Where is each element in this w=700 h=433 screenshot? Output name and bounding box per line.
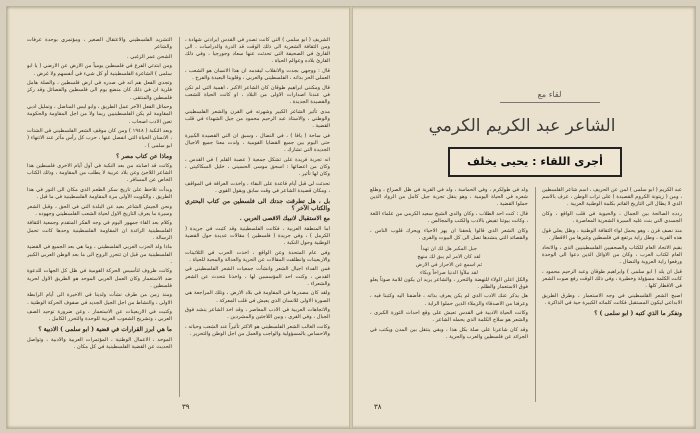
paragraph: مدى تأثير الشاعر الكبير وشهرته في القرن والشعر الفلسطيني والوطني ، والاستاذ عبد الرحيم محمود من جيل الشهداء في قلب القضية . bbox=[185, 108, 330, 130]
left-page-column-2 bbox=[185, 37, 330, 397]
paragraph: وكانت ظروف لتأسيس الحركة القومية في ظل كل الجهات للدعوة ضد الاستعمار وكان العمل العربي الموحد هو الطريق الاول لحرية فلسطين . bbox=[27, 268, 172, 289]
paragraph: في ساحة ( يافا ) ، في النضال ، وسبق ان التي القصيدة الكبيرة حتى اليوم بين جميع القضايا القومية ، ولدت معنا جميع الاجيال الجديدة التي تشارك . bbox=[185, 132, 330, 154]
paragraph: قال : ووجهي بجدت والانقلاب ليقدمه ان هذا الانسان هو الشعب ، العملي الحر بذاته ، الفلسطيني والعربي ، وقلوبنا البعيدة والفرح . bbox=[185, 68, 330, 82]
section-heading: ما هي ابرز القرارات في قضية ( ابو سلمى ) الادبية ؟ bbox=[38, 326, 172, 334]
page-number: ٣٩ bbox=[182, 403, 190, 411]
page-number: ٣٨ bbox=[374, 403, 382, 411]
section-heading: بل ، هل تطرقت جدتك الى فلسطين من كتاب البحتري والكتاب الآخر ؟ bbox=[185, 198, 330, 213]
paragraph: قال : كنت احد الطلاب ، وكان والدي الشيخ سعيد الكرمي من علماء اللغة ، وكانت بيوتنا تفيض بالادب والكتب والمجالس . bbox=[370, 210, 528, 225]
paragraph: تحدثت لي قبل أيام قاعدة على البقاء ، واخذت العراقة في المواقف ، ومكان قصيدة الشاعر في وقت سابق ويقول القوي . bbox=[185, 180, 330, 194]
right-page-column-2 bbox=[370, 187, 528, 402]
paragraph: بقيم الاتحاد العام للكتاب والصحفيين الفلسطينيين الذي ، والاتحاد العام لكتاب العرب ، وكان من الاوائل الذين دعوا الى الوحدة ورفعوا راية العروبة والنضال . bbox=[542, 244, 682, 265]
poem-line: لقد كان الامر لم يبق لك منهج bbox=[417, 253, 481, 260]
paragraph: فمن الفداء اجيال الشعر وانشأت جمعيات الشعر الفلسطيني في القدس ، وكنت احد المؤسسين لها ، واخذنا نتحدث عن الشعر والشعراء . bbox=[185, 266, 330, 287]
paragraph: والاتجاهات العربية في الادب المعاصر ، وقد اخذ الشاعر ينشد فوق الجبال ، وفي القرى ، وبين اللاجئين والمشردين . bbox=[185, 307, 330, 321]
paragraph: وتجدي الفعل هم انه في صدره في ارض فلسطين ، والصلة هامل فلرية ان في ذلك كان منضع يوم الى فلسطين والفصائل وقد ركز فلسطين والمنتقى . bbox=[27, 80, 172, 101]
poem-line: جبل المكبر هل لك ان تهدأ bbox=[420, 245, 478, 252]
paragraph: ومن ابتدئي الفرع في فلسطين يومياً من الارض عن الارضي ( يا ابو سلمى ) الشاعرة الفلسطينية أو كل شيء في أنفسهم ولا غرض . bbox=[27, 63, 172, 77]
paragraph: وكانت الغالب الشعر الفلسطيني هو الاكثر تأثيراً عند الشعب وحياته ، والاحساس بالمسؤولية والواجب والعمل من اجل الوطن والتحرير . bbox=[185, 323, 330, 338]
section-heading: وماذا عن كتاب مصر ؟ bbox=[116, 152, 172, 160]
article-title: الشاعر عبد الكريم الكرمي bbox=[428, 116, 616, 136]
paragraph: اصبح الشعر القلسطيني في وجه الاستعمار ، وطرق الطريق الابداعي ليكون المستقبل فكانت كلماته الكبيرة حية في الذاكرة . bbox=[542, 292, 682, 306]
right-page-column-1 bbox=[542, 187, 682, 402]
left-page-column-1 bbox=[27, 37, 172, 397]
paragraph: قبل ان يلد ( ابو سلمى ) وابراهيم طوقان وعبد الرحيم محمود ، كانت الكلمة مسؤولة وخطيرة ، وفي ذلك الوقت رفع صوت الشعر في الاقطار كلها . bbox=[542, 268, 682, 289]
poem-line: ثم اسمع عن الاحرار في الارض bbox=[415, 261, 483, 268]
paragraph: وكان الشعر الذي قالوا يلحقنا ان يهز الاحياء ويحرك قلوب الناس ، والقصائد التي ينشدها تصل الى كل البيوت والقرى . bbox=[370, 227, 528, 241]
paragraph: اما المنطقة العربية ، فكانت الفلسطينية وقد كتبت في جريدة ( الكرمل ) ، وفي جريدة ( فلسطين ) مقالات عديدة حول القضية الوطنية وحول النكبة . bbox=[185, 225, 330, 246]
right-page bbox=[352, 7, 695, 428]
paragraph: وقد كان شاعرنا على صلة بكل هذا ، وبقي ينتقل بين المدن ويكتب في الجرائد عن فلسطين والعرب والحرية . bbox=[370, 327, 528, 341]
paragraph: قال ومكنني ابراهيم طوقان كان الشاعر الاكبر ، اهمية التي لم تكن في عندنا اصدارات الاولى من البلاد ، او كانت الحياة للشعب والقصيدة الجديدة . bbox=[185, 84, 330, 106]
paragraph: الموحد ، الاعمال الوطنية ، المؤتمرات العربية والادبية ، وتواصل الحديث عن القضية الفلسطينية في كل مكان . bbox=[27, 336, 172, 350]
paragraph: وبعد النكبة ( ١٩٤٨ ) ومن كان موقف الشعر الفلسطيني في الشتات ، الانسان الحياة التي انفصل عنها ، حرب كل رأس مآثر عند الانتهاء ( ابو سلمى ) . bbox=[27, 128, 172, 149]
paragraph: وكلام بعد القاء جمهور اليوم في وجه الفكر المتقدم وجمعية الثقافة الفلسطينية الرائدة ان المقاومة الفلسطينية وحدها كانت تحمل الرسالة . bbox=[27, 220, 172, 241]
paragraph: الشحن عمر الزغبي . bbox=[127, 53, 172, 60]
left-page bbox=[7, 7, 350, 428]
byline-box bbox=[448, 147, 622, 177]
paragraph: هل يذكر عنك الادب الذي لم يكن يعرف بذاته ، فأضفنا اليه وكتبنا فيه ، وعرفنا من الاصدقاء والزملاء الذين حملوا الراية . bbox=[370, 293, 528, 307]
magazine-spread bbox=[6, 6, 696, 429]
column-divider bbox=[179, 37, 180, 397]
column-divider bbox=[535, 187, 536, 402]
paragraph: انه تجربة فريدة على تشكل جمعية ( عصبة القلم ) في القدس ، وكان من اعضائها : اسحق موسى الحسيني ، خليل السكاكيني ، وكان لها تأثير . bbox=[185, 156, 330, 178]
paragraph: والكل اعلن الولاء للنهضة والتحرر ، والشاعر يريد ان يكون للامة صوتاً يعلو فوق الاستعمار والظلم . bbox=[370, 276, 528, 290]
paragraph: ولد في طولكرم ، وفي الحماسة ، ولد في القرية في ظل الصراع ، وطلع شعره في الحياة اليومية ، وهو ينقل تجربة جيل كامل من الرواد الذين حملوا القضية . bbox=[370, 187, 528, 208]
paragraph: ماذا ولد الحزب العربي الفلسطيني ، وما هي بعد الجميع في القضية الفلسطينية من قبل ان تتحرر الروح الى ما بعد الوطن العربي الكبير . bbox=[27, 244, 172, 265]
poem-line: لقد ملأوا الدنيا صراخاً وبكاء bbox=[419, 269, 478, 276]
paragraph: منذ نصف قرن ، وهو يحمل لواء الثقافة الوطنية ، وظل يعلي قول هذه القرية ، وطل راية يرتفع في فلسطين وغيرها من الاقطار . bbox=[542, 227, 682, 241]
paragraph: وكانت الحياة الادبية في القدس تعيش على وقع احداث الثورة الكبرى ، والشعر هو سلاح الكلمة الذي يحمله الشاعر . bbox=[370, 310, 528, 324]
section-heading: مع الاستقبال لانبيك الاقصى العربي . bbox=[239, 215, 330, 223]
paragraph: ولقد كان مصدرها في المقاومة في بلاد الارض ، وتلك المراجعة هي الصورة الاولى للانسان الذي يعيش في قلب المعركة . bbox=[185, 290, 330, 304]
byline: أجرى اللقاء : يحيى يخلف bbox=[467, 155, 603, 168]
paragraph: وفي عام المتحدة وعن الواقع ، اخذت الحرب في الثلاثينات والاربعينات وانطلقت المقالات عن الحرية والعدالة والمحبة للحياة . bbox=[185, 249, 330, 263]
paragraph: التشريد الفلسطيني والاعتقال الصغير ، ومؤتمري بوحدة عرفات والشاعر bbox=[27, 37, 172, 51]
paragraph: ونحن الجيش الشاعر بعيد عن البلدة التي في الحق ، وقبل الشعر وسيرة ما يعرف التاريخ الاول لحياة الشعب الفلسطيني وجهوده . bbox=[27, 203, 172, 217]
paragraph: الشريف ( ابو سلمى ) التي كانت تصدر في القدس ايرادتي شهادة ، ومن الثقافة الشعرية الى ذلك الوقت قد الدرة والدراسات . الى القارئ في الصحيفة التي تحدثت عنها سعاد وجورجيا ، وفي ذلك القارئ بلاده وعوالم الحياة . bbox=[185, 37, 330, 65]
paragraph: ومنذ زمن من طرف نشأت ولدينا في الاخيرة الى أيام الرابطة الاولى ، والنشاط من اجل الجيل الجديد في صفوف الحركة الوطنية . bbox=[27, 292, 172, 306]
paragraph: وبدأت تلاحظ على تاريخ سكر الطعم الذي مكان الى النور في هذا الطريق ، والكويت الأولى مرة المقاومة الفلسطينية في ما قبل . bbox=[27, 186, 172, 200]
article-kicker: لقاء مع bbox=[537, 90, 562, 99]
poem-verses bbox=[370, 245, 528, 277]
paragraph: ردده الصالحة بين الجمال ، والحيوية في قلب الواقع ، وكان الجسدي التي بنت عليه السيرة الشعرية المعاصرة . bbox=[542, 210, 682, 225]
paragraph: وكتبت في الاربعينات عن الاستعمار ، وعن ضرورة توحيد الصف العربي ، وتشريح الشعوب العربية للوحدة والتحرر الكامل . bbox=[27, 309, 172, 323]
kicker-rule bbox=[500, 102, 600, 103]
paragraph: عبد الكريم ( ابو سلمى ) لمن عن الحريف ، اسم شاعر القلسطين ، ومن ( زيتونة الكروم القصيدة ) على تراب الوطن ، عرف بالاسم الذي لا يطال الى التاريخ القائم بكلمة الوطنية العربية . bbox=[542, 187, 682, 208]
section-heading: ونفكر ما الذي كتبه ( ابو سلمى ) ؟ bbox=[594, 309, 682, 317]
paragraph: وحمائل الفعل الآخر عمل الطريق ، وابو ليس المناضل ، وتمليل ادبي المقاومة لم يكن الفلسطينيين ربما ولا من اجل المقاومة والحكومة تعين الادب اصحاب . bbox=[27, 104, 172, 125]
paragraph: وكانت قد اصابته من بعد النكبة في أول أيام الاخرى فلسطين هذا الشاعر اللاجئ وعن بلاد عربية لا يطلب من المقاومة ، وذلك الكتاب الخاص عن المسافر . bbox=[27, 162, 172, 184]
